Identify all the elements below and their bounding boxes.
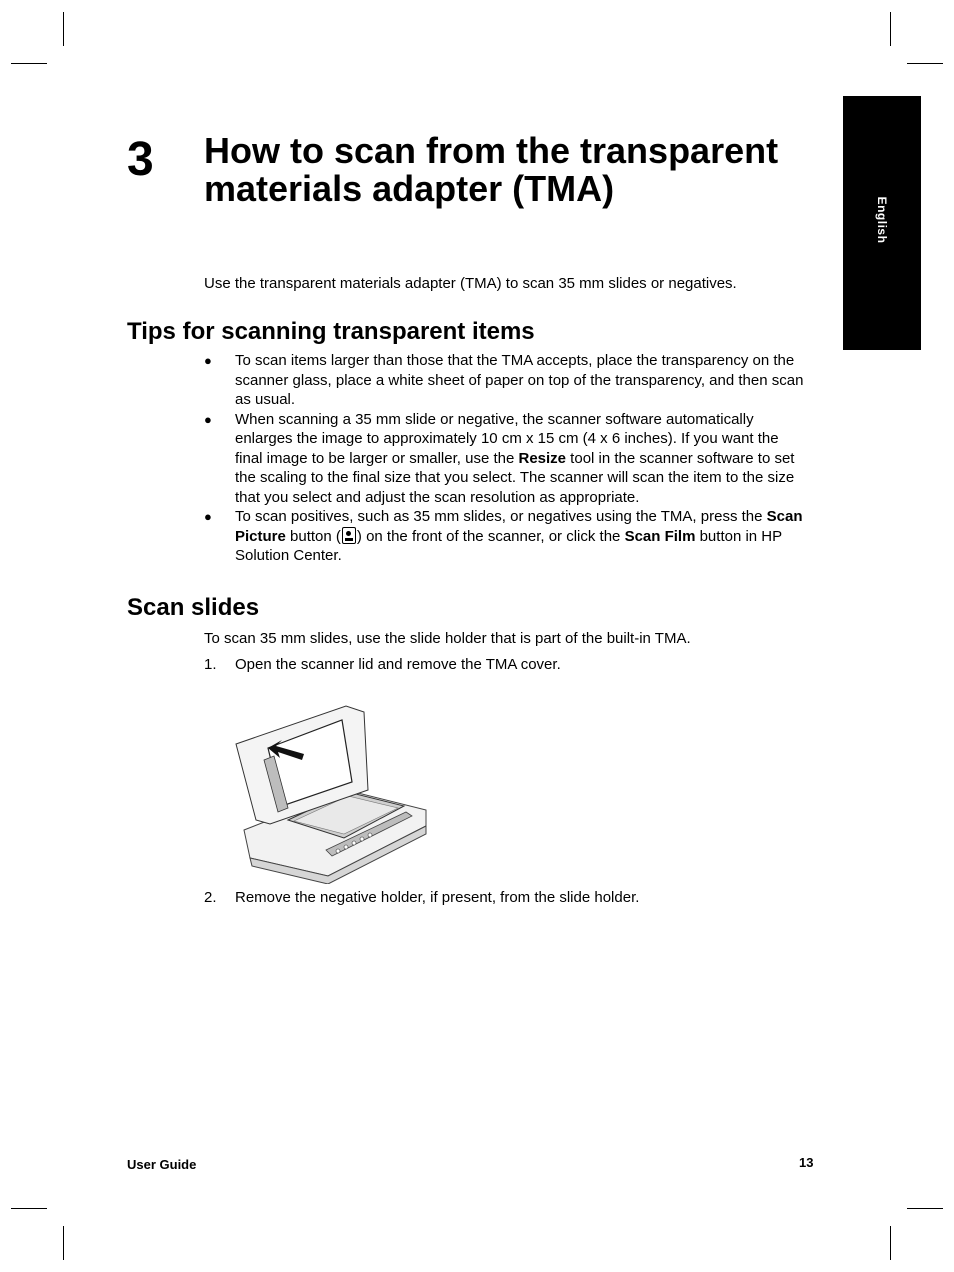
step-text: Open the scanner lid and remove the TMA cover. (235, 656, 561, 673)
step-text: Remove the negative holder, if present, from the slide holder. (235, 889, 640, 906)
crop-mark (11, 1208, 47, 1209)
crop-mark (63, 12, 64, 46)
list-item (204, 507, 808, 566)
crop-mark (907, 1208, 943, 1209)
tips-list (204, 351, 808, 566)
list-item (204, 351, 808, 410)
crop-mark (907, 63, 943, 64)
page-number: 13 (799, 1155, 814, 1170)
bullet-icon: ● (204, 411, 212, 427)
intro-paragraph: Use the transparent materials adapter (TMA) to scan 35 mm slides or negatives. (204, 275, 737, 292)
crop-mark (890, 12, 891, 46)
tip-text: When scanning a 35 mm slide or negative, the scanner software automatically enlarges the image to approximately 10 cm x 15 cm (4 x 6 inches). If you want the final image to be larger or smaller, use the (235, 410, 779, 467)
tip-text: To scan items larger than those that the TMA accepts, place the transparency on the scanner glass, place a white sheet of paper on top of the transparency, and then scan as usual. (235, 352, 804, 408)
language-tab-label: English (875, 196, 889, 244)
tip-text: button ( (285, 527, 341, 545)
chapter-number: 3 (127, 133, 154, 186)
bullet-icon: ● (204, 353, 212, 368)
scan-slides-heading: Scan slides (127, 594, 260, 621)
scan-film-button-name: Scan Film (624, 527, 696, 545)
scan-picture-icon (342, 527, 356, 544)
footer-guide-title: User Guide (127, 1157, 197, 1172)
scan-slides-intro: To scan 35 mm slides, use the slide holder that is part of the built-in TMA. (204, 630, 691, 647)
tips-heading: Tips for scanning transparent items (127, 318, 535, 345)
tip-text: ) on the front of the scanner, or click the (356, 527, 625, 545)
crop-mark (890, 1226, 891, 1260)
resize-tool-name: Resize (518, 449, 567, 467)
step-2 (204, 888, 814, 908)
list-item (204, 410, 808, 508)
crop-mark (63, 1226, 64, 1260)
step-1 (204, 655, 814, 675)
bullet-icon: ● (204, 509, 212, 524)
crop-mark (11, 63, 47, 64)
tip-text: tool in the scanner software to set the scaling to the final size that you select. The scanner will scan the item to the size that you select and adjust the scan resolution as appropriate. (235, 449, 795, 506)
step-number: 1. (204, 656, 217, 673)
step-number: 2. (204, 889, 217, 906)
tip-text: To scan positives, such as 35 mm slides, or negatives using the TMA, press the (235, 508, 767, 525)
language-tab (843, 96, 921, 350)
chapter-title: How to scan from the transparent materials adapter (TMA) (204, 130, 779, 209)
tip-text: button in HP Solution Center. (235, 527, 782, 564)
scan-picture-button-name: Scan Picture (235, 508, 803, 545)
scanner-illustration (230, 700, 436, 884)
